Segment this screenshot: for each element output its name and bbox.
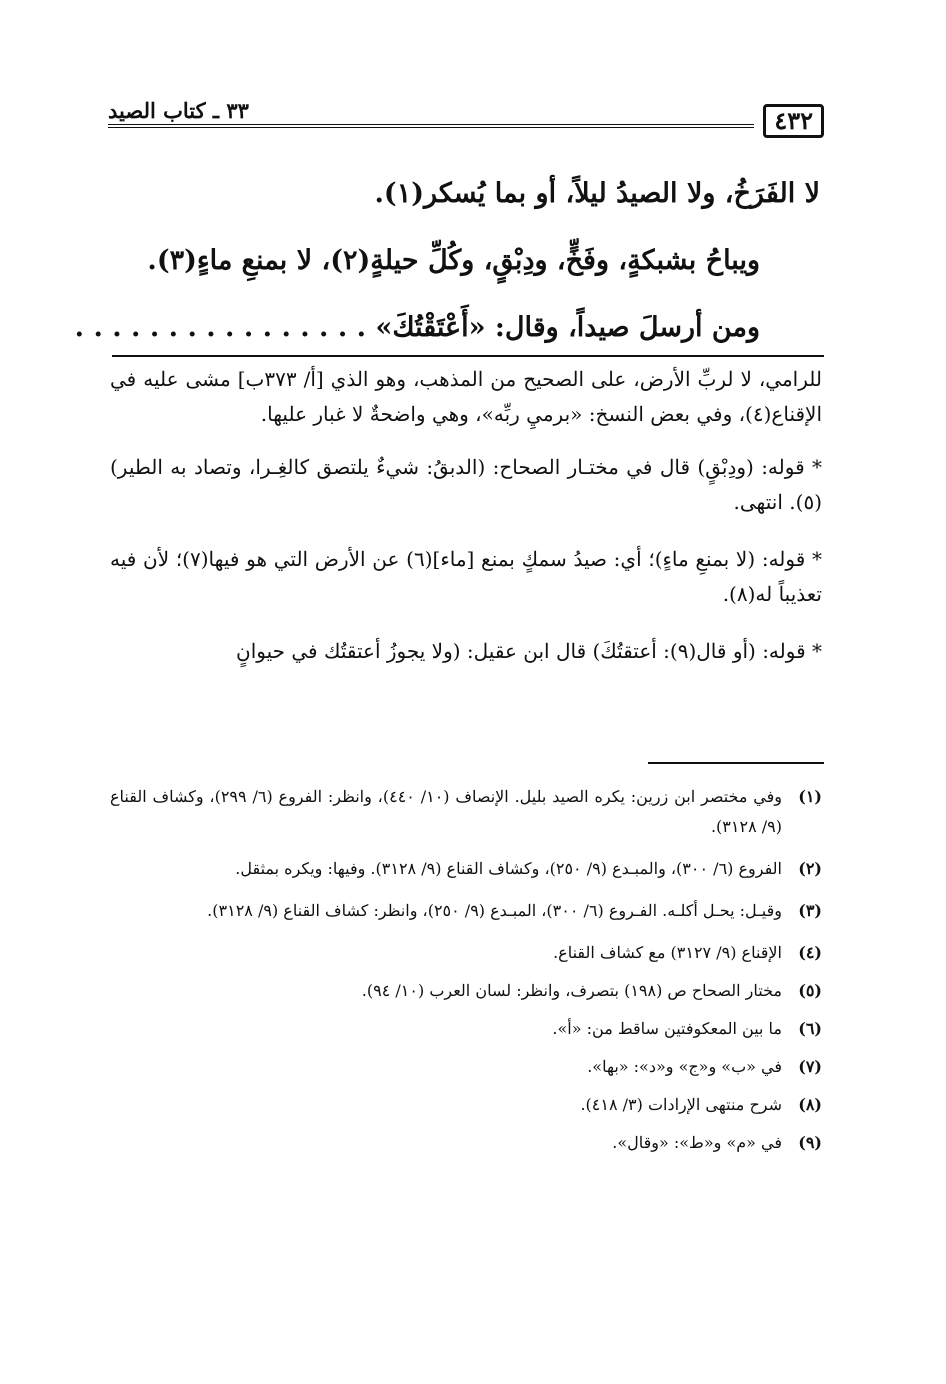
footnote-number: (٢)	[798, 859, 822, 878]
footnote	[110, 1128, 822, 1158]
main-text	[74, 160, 820, 361]
footnote-text: الفروع (٦/ ٣٠٠)، والمبـدع (٩/ ٢٥٠)، وكشاف القناع (٩/ ٣١٢٨). وفيها: ويكره بمثقل.	[235, 859, 782, 878]
footnote-number: (٦)	[798, 1019, 822, 1038]
footnote	[110, 782, 822, 842]
footnote-number: (٩)	[798, 1133, 822, 1152]
footnote	[110, 976, 822, 1006]
commentary	[110, 362, 822, 691]
running-title: ٣٣ ـ كتاب الصيد	[108, 98, 249, 123]
footnote-number: (٨)	[798, 1095, 822, 1114]
page-number: ٤٣٢	[763, 104, 824, 138]
matn-line: ومن أرسلَ صيداً، وقال: «أَعْتَقْتُكَ» . . . . . . . . . . . . . . . .	[74, 312, 760, 343]
footnote-divider	[648, 762, 824, 764]
footnote	[110, 1052, 822, 1082]
footnote-text: الإقناع (٩/ ٣١٢٧) مع كشاف القناع.	[553, 943, 782, 962]
footnote-text: في «م» و«ط»: «وقال».	[612, 1133, 782, 1152]
footnote	[110, 938, 822, 968]
footnote-number: (١)	[798, 787, 822, 806]
footnotes	[110, 782, 822, 1166]
footnote	[110, 1014, 822, 1044]
matn-line: لا الفَرَخُ، ولا الصيدُ ليلاً، أو بما يُسكر(١).	[374, 178, 820, 209]
footnote-number: (٣)	[798, 901, 822, 920]
footnote-text: ما بين المعكوفتين ساقط من: «أ».	[552, 1019, 782, 1038]
commentary-paragraph: * قوله: (أو قال(٩): أعتقتُكَ) قال ابن عقيل: (ولا يجوزُ أعتقتُك في حيوانٍ	[236, 639, 822, 663]
commentary-paragraph: للرامي، لا لربِّ الأرض، على الصحيح من المذهب، وهو الذي [أ/ ٣٧٣ب] مشى عليه في الإقناع(٤)، وفي بعض النسخ: «برميِ ربِّه»، وهي واضحةٌ لا غبار عليها.	[110, 367, 822, 426]
footnote-number: (٤)	[798, 943, 822, 962]
footnote	[110, 896, 822, 926]
footnote-text: في «ب» و«ج» و«د»: «بها».	[587, 1057, 782, 1076]
footnote-text: شرح منتهى الإرادات (٣/ ٤١٨).	[580, 1095, 782, 1114]
footnote-text: وفي مختصر ابن زرين: يكره الصيد بليل. الإنصاف (١٠/ ٤٤٠)، وانظر: الفروع (٦/ ٢٩٩)، وكشاف القناع (٩/ ٣١٢٨).	[110, 787, 783, 836]
footnote-number: (٧)	[798, 1057, 822, 1076]
commentary-paragraph: * قوله: (لا بمنعِ ماءٍ)؛ أي: صيدُ سمكٍ بمنع [ماء](٦) عن الأرض التي هو فيها(٧)؛ لأن فيه تعذيباً له(٨).	[110, 547, 822, 606]
commentary-paragraph: * قوله: (ودِبْقٍ) قال في مختـار الصحاح: (الدبقُ: شيءٌ يلتصق كالغِـرا، وتصاد به الطير)(٥). انتهى.	[110, 455, 822, 514]
footnote	[110, 1090, 822, 1120]
footnote-text: مختار الصحاح ص (١٩٨) بتصرف، وانظر: لسان العرب (١٠/ ٩٤).	[361, 981, 782, 1000]
footnote-number: (٥)	[798, 981, 822, 1000]
page-header	[108, 98, 824, 148]
commentary-divider	[112, 355, 824, 357]
footnote	[110, 854, 822, 884]
header-rule	[108, 124, 754, 128]
matn-line: ويباحُ بشبكةٍ، وفَخٍّ، ودِبْقٍ، وكُلِّ حيلةٍ(٢)، لا بمنعِ ماءٍ(٣).	[147, 245, 760, 276]
footnote-text: وقيـل: يحـل أكلـه. الفـروع (٦/ ٣٠٠)، المبـدع (٩/ ٢٥٠)، وانظر: كشاف القناع (٩/ ٣١٢٨).	[207, 901, 782, 920]
